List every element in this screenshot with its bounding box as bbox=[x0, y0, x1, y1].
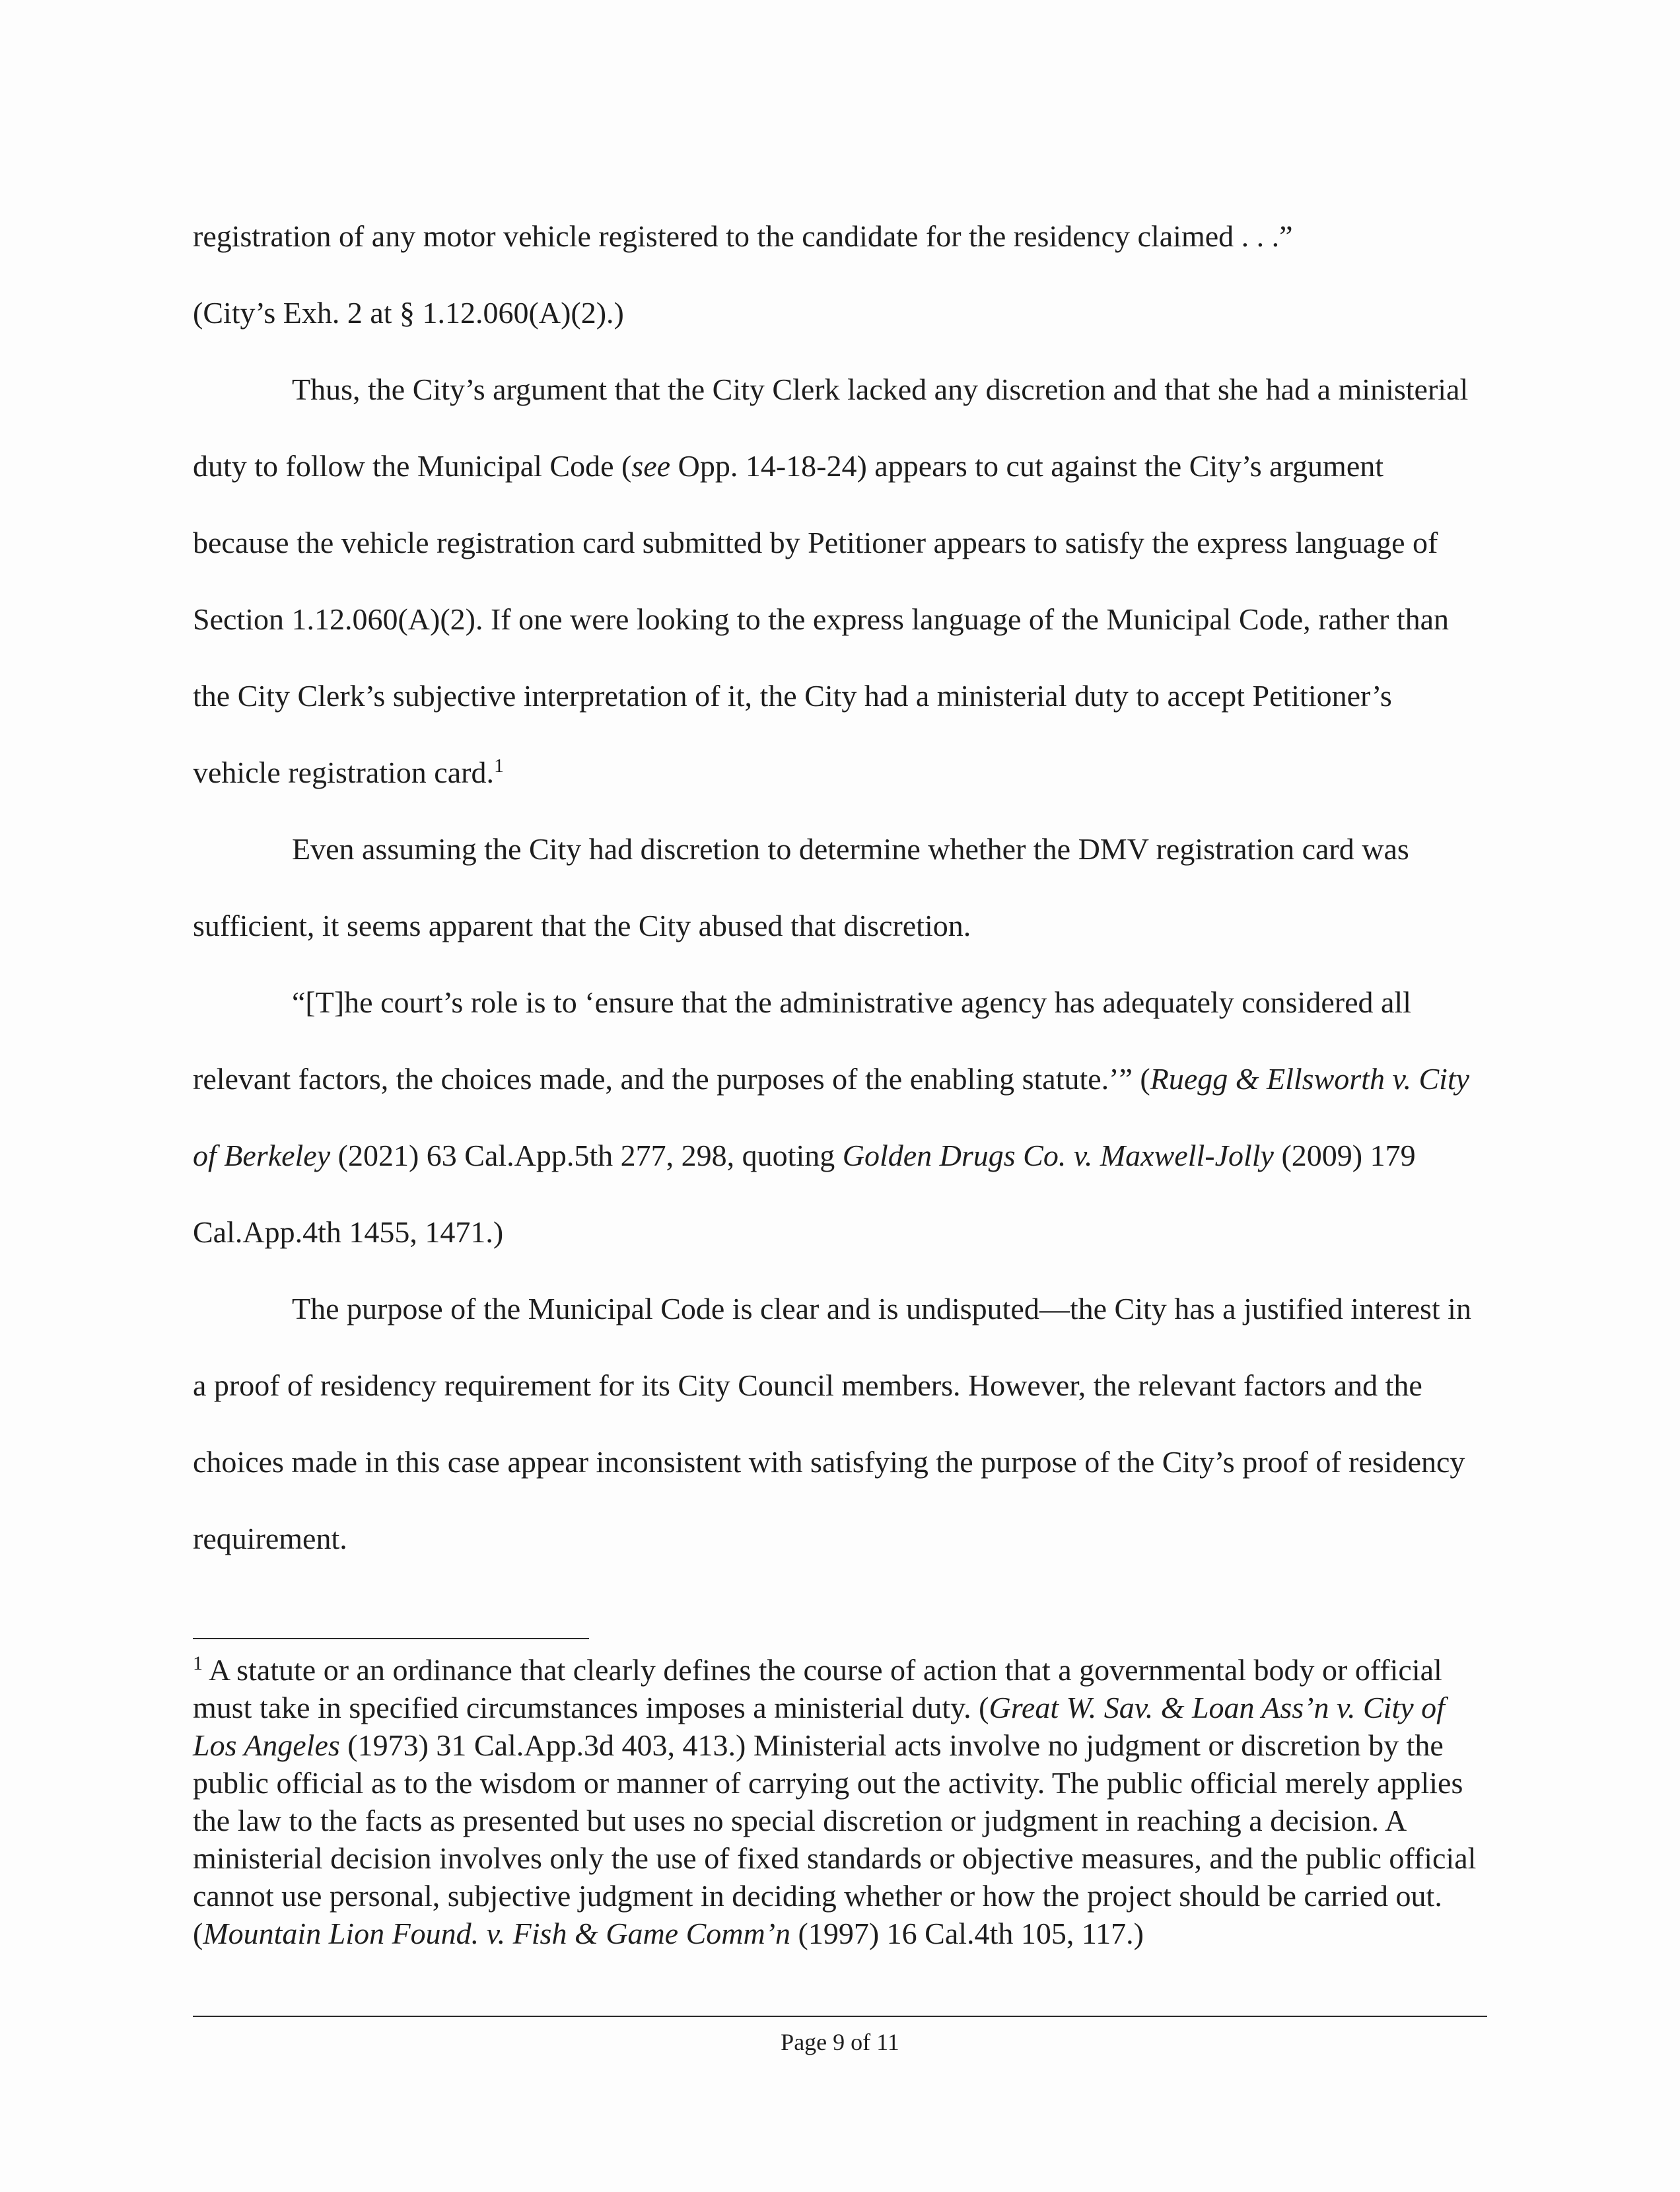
footnote-text: (1973) 31 Cal.App.3d 403, 413.) Ministerial acts involve no judgment or discretion by the public official as to the wisdom or manner of carrying out the activity. The public official merely applies the law to the facts as presented but uses no special discretion or judgment in reaching a decision. A ministerial decision involves only the use of fixed standards or objective measures, and the public official cannot use personal, subjective judgment in deciding whether or how the project should be carried out. ( bbox=[193, 1728, 1477, 1950]
footer-divider bbox=[193, 2016, 1487, 2017]
signal-italic: see bbox=[631, 449, 671, 483]
paragraph-abuse-of-discretion bbox=[193, 811, 1487, 964]
paragraph-text: Thus, the City’s argument that the City Clerk lacked any discretion and that she had a ministerial duty to follow the Municipal Code ( bbox=[193, 372, 1469, 483]
paragraph-text: (2009) 179 Cal.App.4th 1455, 1471.) bbox=[193, 1139, 1416, 1249]
case-citation: Golden Drugs Co. v. Maxwell-Jolly bbox=[842, 1139, 1274, 1172]
page-number: Page 9 of 11 bbox=[781, 2029, 899, 2055]
paragraph-continuation bbox=[193, 198, 1487, 351]
case-citation: Great W. Sav. & Loan Ass’n v. City of Los Angeles bbox=[193, 1691, 1445, 1762]
paragraph-ministerial-duty bbox=[193, 351, 1487, 811]
paragraph-text: The purpose of the Municipal Code is clear and is undisputed—the City has a justified interest in a proof of residency requirement for its City Council members. However, the relevant factors and the choices made in this case appear inconsistent with satisfying the purpose of the City’s proof of residency requirement. bbox=[193, 1292, 1471, 1555]
paragraph-court-role bbox=[193, 964, 1487, 1271]
footnote-text: A statute or an ordinance that clearly defines the course of action that a governmental body or official must take in specified circumstances imposes a ministerial duty. ( bbox=[193, 1653, 1442, 1724]
footnote-text: (1997) 16 Cal.4th 105, 117.) bbox=[790, 1917, 1144, 1950]
footnote-marker: 1 bbox=[193, 1652, 203, 1674]
paragraph-purpose bbox=[193, 1271, 1487, 1577]
paragraph-text: (2021) 63 Cal.App.5th 277, 298, quoting bbox=[330, 1139, 843, 1172]
paragraph-text: Even assuming the City had discretion to determine whether the DMV registration card was sufficient, it seems apparent that the City abused that discretion. bbox=[193, 832, 1409, 942]
footnote-reference[interactable]: 1 bbox=[493, 755, 504, 777]
paragraph-text: (City’s Exh. 2 at § 1.12.060(A)(2).) bbox=[193, 296, 624, 330]
footnote-divider bbox=[193, 1638, 589, 1639]
paragraph-text: registration of any motor vehicle registered to the candidate for the residency claimed . . .” bbox=[193, 219, 1293, 253]
case-citation: Mountain Lion Found. v. Fish & Game Comm’n bbox=[203, 1917, 791, 1950]
paragraph-text: Opp. 14-18-24) appears to cut against the City’s argument because the vehicle registration card submitted by Petitioner appears to satisfy the express language of Section 1.12.060(A)(2). If one were looking to the express language of the Municipal Code, rather than the City Clerk’s subjective interpretation of it, the City had a ministerial duty to accept Petitioner’s vehicle registration card. bbox=[193, 449, 1450, 789]
paragraph-text: “[T]he court’s role is to ‘ensure that the administrative agency has adequately considered all relevant factors, the choices made, and the purposes of the enabling statute.’” ( bbox=[193, 985, 1411, 1096]
case-citation: Ruegg & Ellsworth v. City of Berkeley bbox=[193, 1062, 1470, 1172]
body-text bbox=[193, 198, 1487, 1577]
footnote-1 bbox=[193, 1651, 1487, 1952]
